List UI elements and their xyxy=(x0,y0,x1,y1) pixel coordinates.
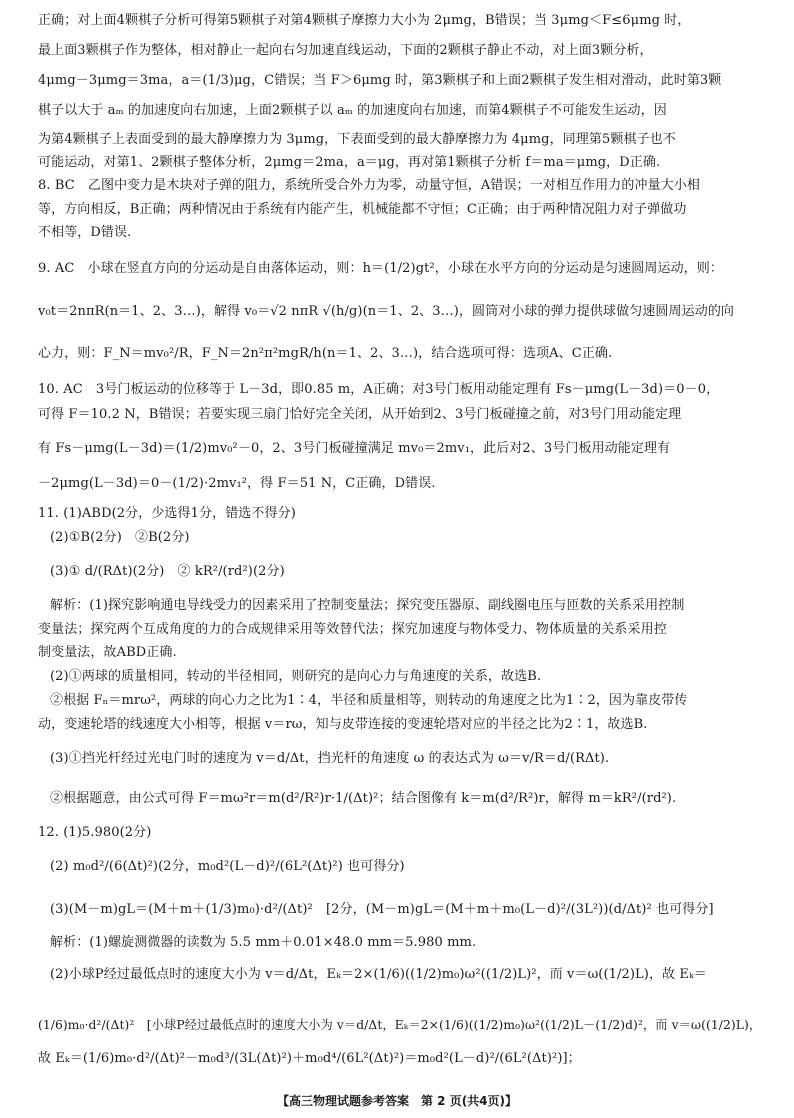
text-line: 不相等，D错误. xyxy=(38,225,132,240)
text-line: (2)①B(2分) ②B(2分) xyxy=(50,530,190,545)
text-line: (2)①两球的质量相同，转动的半径相同，则研究的是向心力与角速度的关系，故选B. xyxy=(50,669,542,684)
question-12: 12. (1)5.980(2分) xyxy=(38,825,152,840)
analysis-line: 解析：(1)探究影响通电导线受力的因素采用了控制变量法；探究变压器原、副线圈电压与匝数的关系采用控制 xyxy=(50,598,685,613)
text-line: 最上面3颗棋子作为整体，相对静止一起向右匀加速直线运动，下面的2颗棋子静止不动，对上面3颗分析， xyxy=(38,43,653,58)
question-9: 9. AC 小球在竖直方向的分运动是自由落体运动，则：h＝(1/2)gt²，小球在水平方向的分运动是匀速圆周运动，则： xyxy=(38,261,723,276)
text-line: 故 Eₖ＝(1/6)m₀·d²/(Δt)²－m₀d³/(3L(Δt)²)＋m₀d⁴/(6L²(Δt)²)＝m₀d²(L－d)²/(6L²(Δt)²)]； xyxy=(38,1051,581,1066)
text-line: －2μmg(L－3d)＝0－(1/2)·2mv₁²，得 F＝51 N，C正确，D错误. xyxy=(38,476,436,491)
question-11: 11. (1)ABD(2分，少选得1分，错选不得分) xyxy=(38,506,296,521)
text-line: (3)① d/(RΔt)(2分) ② kR²/(rd²)(2分) xyxy=(50,564,285,579)
text-line: (1/6)m₀·d²/(Δt)² [小球P经过最低点时的速度大小为 v＝d/Δt，Eₖ＝2×(1/6)((1/2)m₀)ω²((1/2)L－(1/2)d)²，而 v＝ω((1/2)L)， xyxy=(38,1018,762,1032)
text-line: 正确；对上面4颗棋子分析可得第5颗棋子对第4颗棋子摩擦力大小为 2μmg，B错误；当 3μmg＜F≤6μmg 时， xyxy=(38,13,691,28)
question-8: 8. BC 乙图中变力是木块对子弹的阻力，系统所受合外力为零，动量守恒，A错误；一对相互作用力的冲量大小相 xyxy=(38,178,700,193)
text-line: 制变量法，故ABD正确. xyxy=(38,645,177,660)
text-line: 为第4颗棋子上表面受到的最大静摩擦力为 3μmg，下表面受到的最大静摩擦力为 4μmg，同理第5颗棋子也不 xyxy=(38,132,676,147)
text-line: 4μmg－3μmg＝3ma，a＝(1/3)μg，C错误；当 F＞6μmg 时，第3颗棋子和上面2颗棋子发生相对滑动，此时第3颗 xyxy=(38,73,722,88)
text-line: 有 Fs－μmg(L－3d)＝(1/2)mv₀²－0，2、3号门板碰撞满足 mv₀＝2mv₁，此后对2、3号门板用动能定理有 xyxy=(38,441,671,456)
text-line: (2)小球P经过最低点时的速度大小为 v＝d/Δt，Eₖ＝2×(1/6)((1/2)m₀)ω²((1/2)L)²，而 v＝ω((1/2)L)，故 Eₖ＝ xyxy=(50,967,707,982)
text-line: (3)(M－m)gL＝(M＋m＋(1/3)m₀)·d²/(Δt)² [2分，(M－m)gL＝(M＋m＋m₀(L－d)²/(3L²))(d/Δt)² 也可得分] xyxy=(50,902,714,917)
analysis-line: 解析：(1)螺旋测微器的读数为 5.5 mm＋0.01×48.0 mm＝5.980 mm. xyxy=(50,935,477,950)
text-line: 可得 F＝10.2 N，B错误；若要实现三扇门恰好完全关闭，从开始到2、3号门板碰撞之前，对3号门用动能定理 xyxy=(38,407,682,422)
text-line: 等，方向相反，B正确；两种情况由于系统有内能产生，机械能都不守恒；C正确；由于两种情况阻力对子弹做功 xyxy=(38,202,687,217)
text-line: 变量法；探究两个互成角度的力的合成规律采用等效替代法；探究加速度与物体受力、物体质量的关系采用控 xyxy=(38,622,667,637)
text-line: ②根据 Fₙ＝mrω²，两球的向心力之比为1∶4，半径和质量相等，则转动的角速度之比为1∶2，因为靠皮带传 xyxy=(50,693,688,708)
text-line: 可能运动，对第1、2颗棋子整体分析，2μmg＝2ma，a＝μg，再对第1颗棋子分析 f＝ma＝μmg，D正确. xyxy=(38,155,661,170)
question-10: 10. AC 3号门板运动的位移等于 L－3d，即0.85 m，A正确；对3号门板用动能定理有 Fs－μmg(L－3d)＝0－0， xyxy=(38,382,720,397)
text-line: 动，变速轮塔的线速度大小相等，根据 v＝rω，知与皮带连接的变速轮塔对应的半径之比为2∶1，故选B. xyxy=(38,717,648,732)
page-footer: 【高三物理试题参考答案 第 2 页(共4页)】 xyxy=(276,1094,518,1108)
text-line: 心力，则：F_N＝mv₀²/R，F_N＝2n²π²mgR/h(n＝1、2、3…)，结合选项可得：选项A、C正确. xyxy=(38,346,613,361)
text-line: (2) m₀d²/(6(Δt)²)(2分，m₀d²(L－d)²/(6L²(Δt)²) 也可得分) xyxy=(50,859,405,874)
text-line: 棋子以大于 aₘ 的加速度向右加速，上面2颗棋子以 aₘ 的加速度向右加速，而第4颗棋子不可能发生运动，因 xyxy=(38,103,667,118)
text-line: (3)①挡光杆经过光电门时的速度为 v＝d/Δt，挡光杆的角速度 ω 的表达式为 ω＝v/R＝d/(RΔt). xyxy=(50,751,610,766)
text-line: v₀t＝2nπR(n＝1、2、3…)，解得 v₀＝√2 nπR √(h/g)(n＝1、2、3…)，圆筒对小球的弹力提供球做匀速圆周运动的向 xyxy=(38,304,735,319)
text-line: ②根据题意，由公式可得 F＝mω²r＝m(d²/R²)r·1/(Δt)²；结合图像有 k＝m(d²/R²)r，解得 m＝kR²/(rd²). xyxy=(50,791,677,806)
